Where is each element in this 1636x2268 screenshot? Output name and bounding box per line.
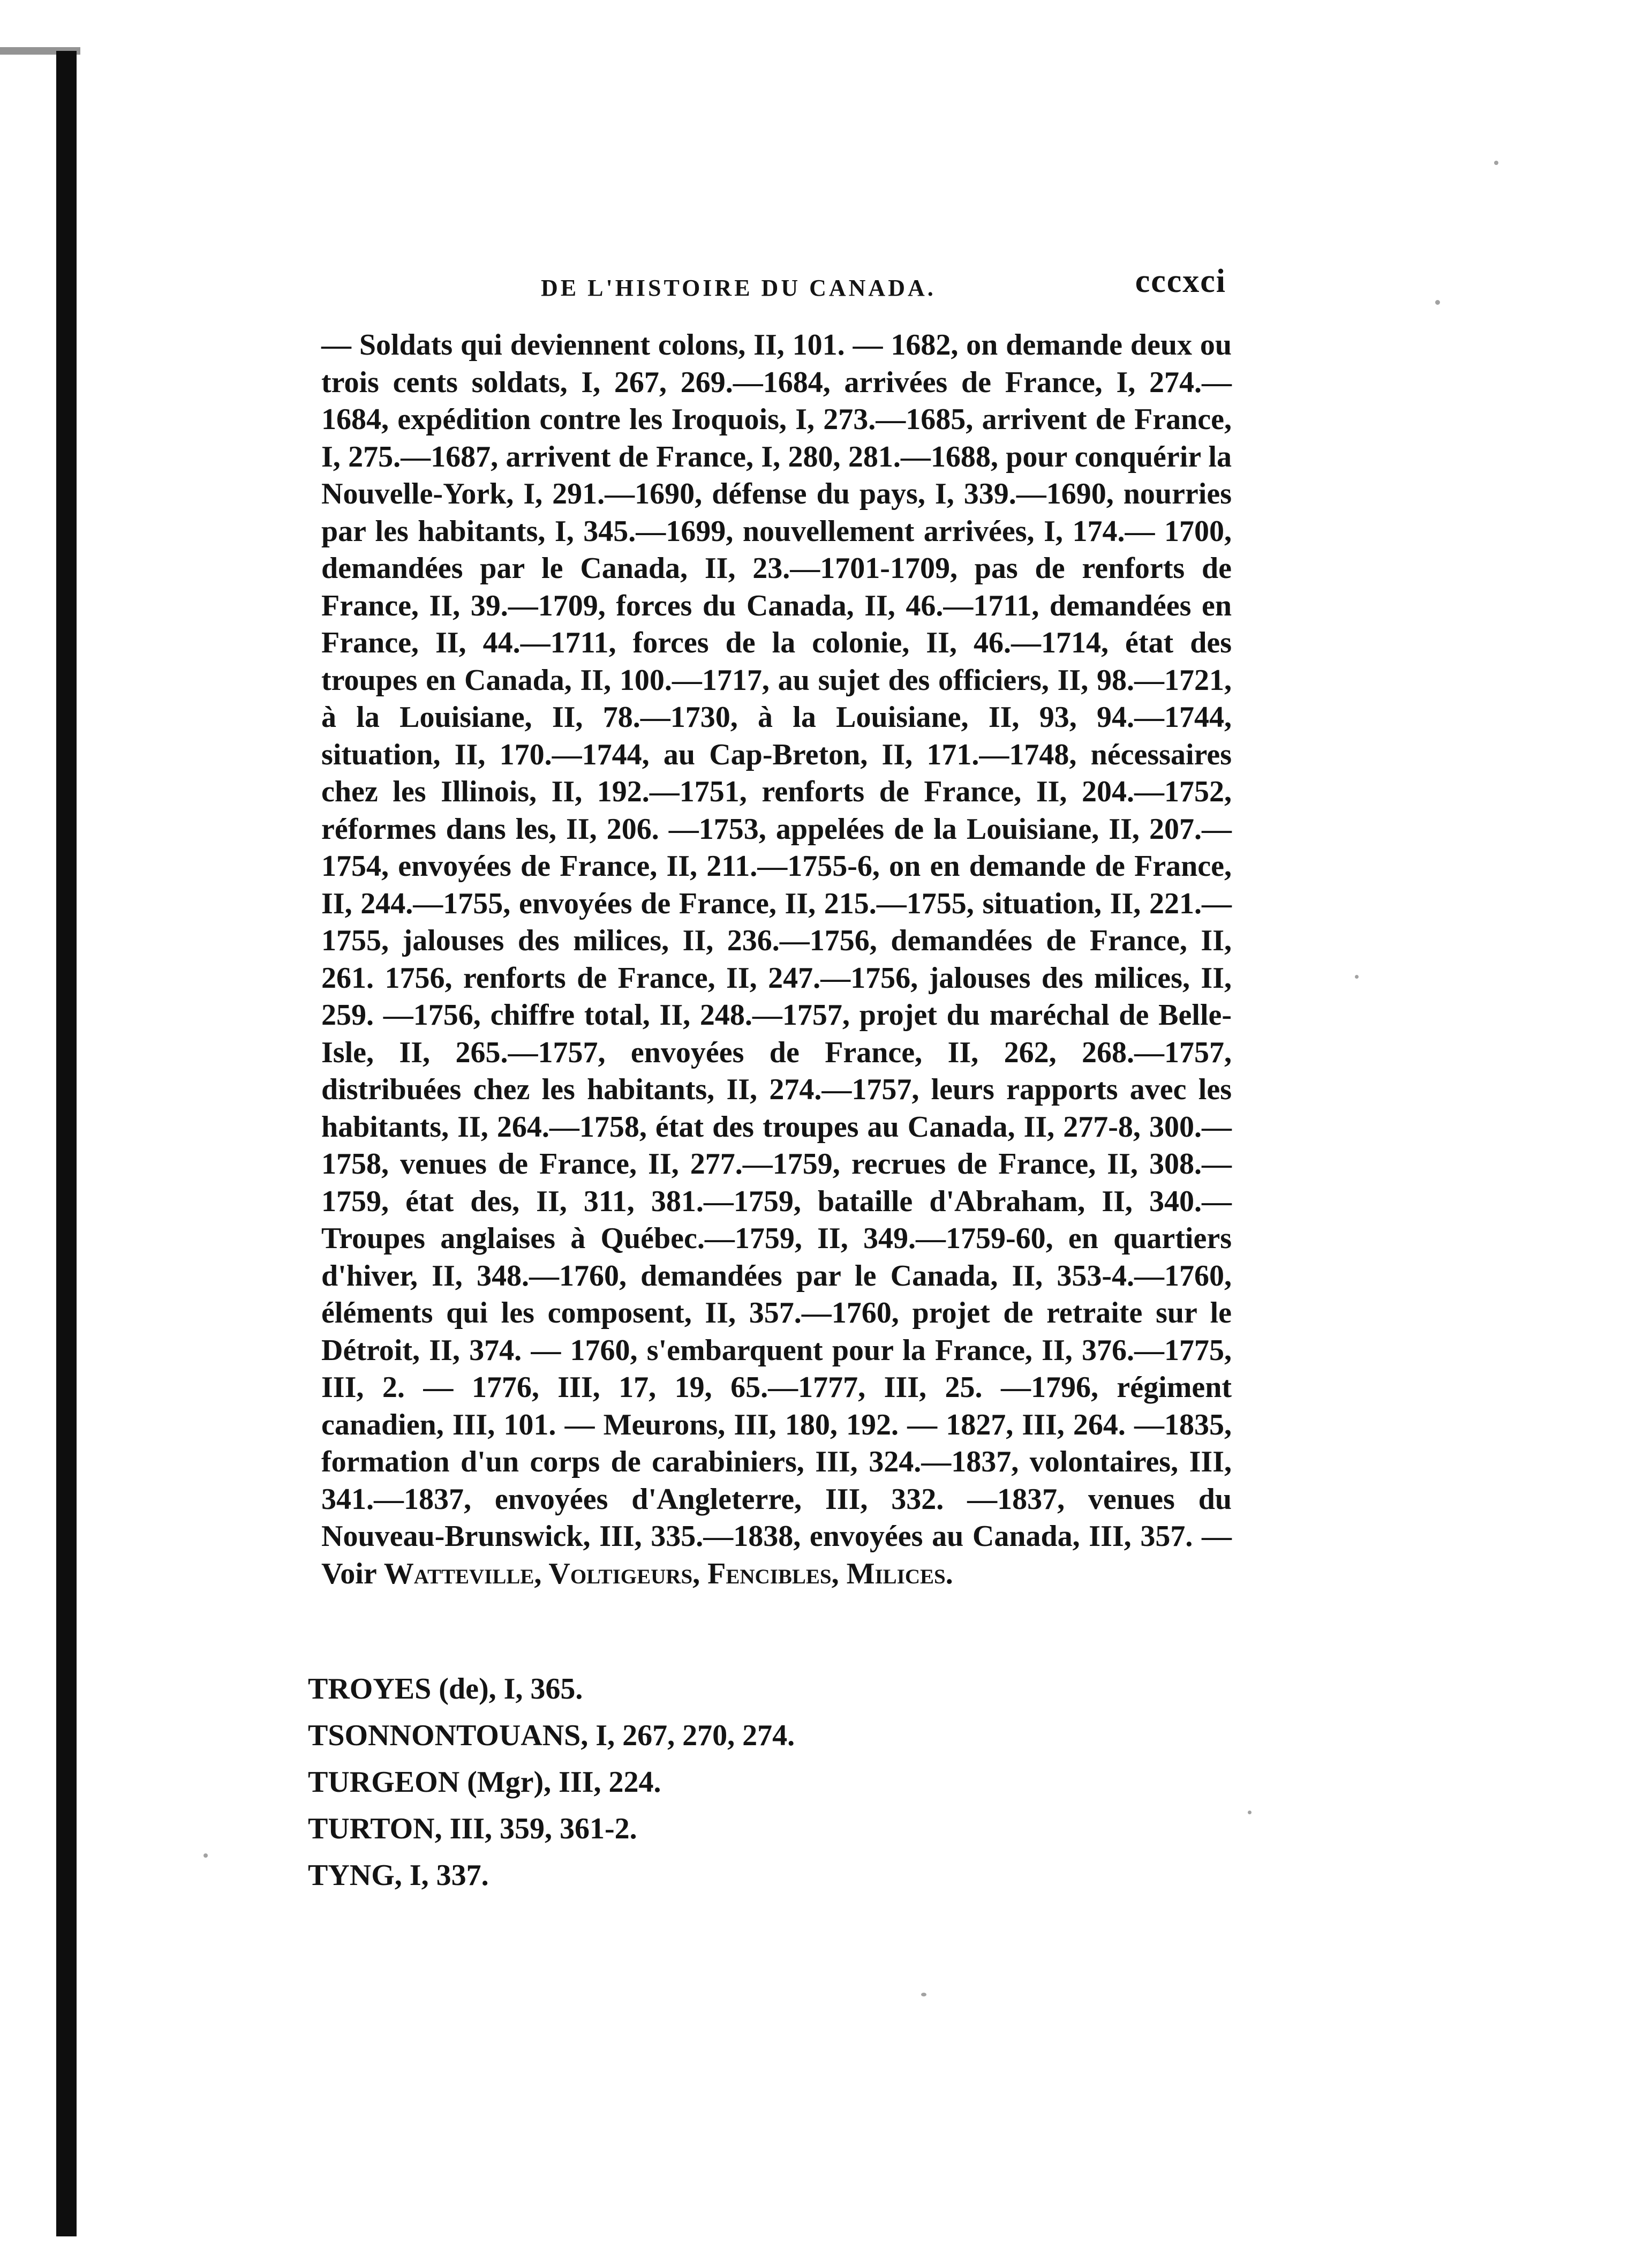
running-title: DE L'HISTOIRE DU CANADA. (541, 275, 936, 301)
scan-speck (921, 1993, 926, 1996)
index-entry: TROYES (de), I, 365. (308, 1672, 583, 1706)
index-entry-continuation (321, 327, 1232, 1593)
index-entry: TURTON, III, 359, 361-2. (308, 1812, 637, 1845)
entry-text: — Soldats qui deviennent colons, II, 101. — 1682, on demande deux ou trois cents soldats, I, 267, 269.—1684, arrivées de France, I, 274.—1684, expédition contre les Iroquois, I, 273.—1685, arrivent de France, I, 275.—1687, arrivent de France, I, 280, 281.—1688, pour conquérir la Nouvelle-York, I, 291.—1690, défense du pays, I, 339.—1690, nourries par les habitants, I, 345.—1699, nouvellement arrivées, I, 174.— 1700, demandées par le Canada, II, 23.—1701-1709, pas de renforts de France, II, 39.—1709, forces du Canada, II, 46.—1711, demandées en France, II, 44.—1711, forces de la colonie, II, 46.—1714, état des troupes en Canada, II, 100.—1717, au sujet des officiers, II, 98.—1721, à la Louisiane, II, 78.—1730, à la Louisiane, II, 93, 94.—1744, situation, II, 170.—1744, au Cap-Breton, II, 171.—1748, nécessaires chez les Illinois, II, 192.—1751, renforts de France, II, 204.—1752, réformes dans les, II, 206. —1753, appelées de la Louisiane, II, 207.—1754, envoyées de France, II, 211.—1755-6, on en demande de France, II, 244.—1755, envoyées de France, II, 215.—1755, situation, II, 221.—1755, jalouses des milices, II, 236.—1756, demandées de France, II, 261. 1756, renforts de France, II, 247.—1756, jalouses des milices, II, 259. —1756, chiffre total, II, 248.—1757, projet du maréchal de Belle-Isle, II, 265.—1757, envoyées de France, II, 262, 268.—1757, distribuées chez les habitants, II, 274.—1757, leurs rapports avec les habitants, II, 264.—1758, état des troupes au Canada, II, 277-8, 300.—1758, venues de France, II, 277.—1759, recrues de France, II, 308.—1759, état des, II, 311, 381.—1759, bataille d'Abraham, II, 340.—Troupes anglaises à Québec.—1759, II, 349.—1759-60, en quartiers d'hiver, II, 348.—1760, demandées par le Canada, II, 353-4.—1760, éléments qui les composent, II, 357.—1760, projet de retraite sur le Détroit, II, 374. — 1760, s'embarquent pour la France, II, 376.—1775, III, 2. — 1776, III, 17, 19, 65.—1777, III, 25. —1796, régiment canadien, III, 101. — Meurons, III, 180, 192. — 1827, III, 264. —1835, formation d'un corps de carabiniers, III, 324.—1837, volontaires, III, 341.—1837, envoyées d'Angleterre, III, 332. —1837, venues du Nouveau-Brunswick, III, 335.—1838, envoyées au Canada, III, 357. —Voir (321, 328, 1232, 1590)
page-header (321, 262, 1237, 311)
index-entry: TSONNONTOUANS, I, 267, 270, 274. (308, 1719, 795, 1752)
index-entries (308, 1666, 1218, 1899)
see-also-references: Watteville, Voltigeurs, Fencibles, Milices. (383, 1557, 953, 1590)
index-entry: TYNG, I, 337. (308, 1859, 489, 1892)
scan-speck (203, 1853, 208, 1858)
scan-speck (1248, 1811, 1251, 1814)
scan-speck (1494, 161, 1498, 165)
page-number: cccxci (1135, 263, 1226, 299)
scan-speck (1355, 975, 1359, 979)
binding-shadow (56, 51, 77, 2236)
scan-speck (1435, 300, 1440, 305)
index-entry: TURGEON (Mgr), III, 224. (308, 1766, 661, 1799)
